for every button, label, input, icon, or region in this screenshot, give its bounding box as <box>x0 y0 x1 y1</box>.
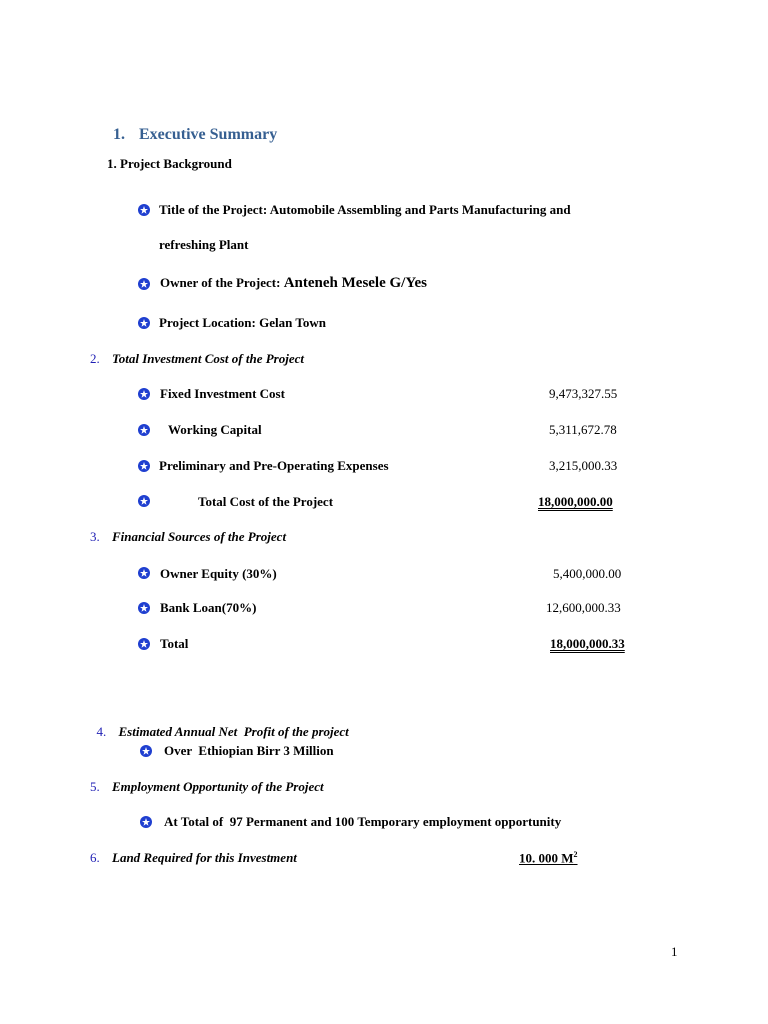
investment-row-value: 3,215,000.33 <box>549 458 618 473</box>
owner-label: Owner of the Project: <box>160 275 284 290</box>
financial-row-label: Owner Equity (30%) <box>160 566 277 581</box>
land-value <box>519 850 578 866</box>
star-bullet-icon <box>138 388 150 400</box>
section-number: 2. <box>90 351 100 366</box>
investment-row-label: Preliminary and Pre-Operating Expenses <box>159 458 389 473</box>
star-bullet-icon <box>138 567 150 579</box>
section-number: 3. <box>90 529 100 544</box>
financial-row-label: Bank Loan(70%) <box>160 600 257 615</box>
financial-total-value: 18,000,000.33 <box>550 636 625 651</box>
financial-row-value: 12,600,000.33 <box>546 600 621 615</box>
section-title: Financial Sources of the Project <box>112 529 287 544</box>
investment-row-label: Working Capital <box>165 422 262 437</box>
section-title: Estimated Annual Net Profit of the project <box>118 724 349 739</box>
section-title: Executive Summary <box>139 126 278 143</box>
section-title: Land Required for this Investment <box>112 850 297 865</box>
project-background-heading: 1. Project Background <box>107 156 232 171</box>
project-owner <box>160 275 427 292</box>
investment-row-label: Fixed Investment Cost <box>160 386 285 401</box>
employment-heading <box>90 779 324 795</box>
star-bullet-icon <box>140 816 152 828</box>
employment-item: At Total of 97 Permanent and 100 Temporary employment opportunity <box>164 814 562 829</box>
section-number: 5. <box>90 779 100 794</box>
investment-heading <box>90 351 304 367</box>
profit-heading <box>90 708 349 740</box>
star-bullet-icon <box>138 495 150 507</box>
star-bullet-icon <box>138 424 150 436</box>
star-bullet-icon <box>138 317 150 329</box>
section-title: Total Investment Cost of the Project <box>112 351 304 366</box>
page-number: 1 <box>671 944 678 959</box>
land-heading <box>90 850 297 866</box>
section-number: 4. <box>96 724 107 739</box>
profit-item: Over Ethiopian Birr 3 Million <box>164 743 334 758</box>
star-bullet-icon <box>138 638 150 650</box>
investment-row-value: 9,473,327.55 <box>549 386 618 401</box>
star-bullet-icon <box>138 204 150 216</box>
page-title <box>113 126 277 144</box>
star-bullet-icon <box>138 278 150 290</box>
land-amount: 10. 000 M <box>519 850 574 866</box>
star-bullet-icon <box>138 602 150 614</box>
financial-total-label: Total <box>160 636 189 651</box>
section-number: 1. <box>113 126 125 143</box>
section-number: 6. <box>90 850 100 865</box>
investment-total-value: 18,000,000.00 <box>538 494 613 509</box>
project-title-line1: Title of the Project: Automobile Assembling and Parts Manufacturing and <box>159 202 571 217</box>
investment-total-label: Total Cost of the Project <box>198 494 334 509</box>
land-unit-superscript: 2 <box>573 850 578 859</box>
financial-heading <box>90 529 286 545</box>
owner-name: Anteneh Mesele G/Yes <box>283 275 428 291</box>
star-bullet-icon <box>138 460 150 472</box>
project-title-line2: refreshing Plant <box>159 237 249 252</box>
section-title: Employment Opportunity of the Project <box>112 779 324 794</box>
financial-row-value: 5,400,000.00 <box>553 566 622 581</box>
project-location: Project Location: Gelan Town <box>159 315 326 330</box>
star-bullet-icon <box>140 745 152 757</box>
investment-row-value: 5,311,672.78 <box>549 422 617 437</box>
